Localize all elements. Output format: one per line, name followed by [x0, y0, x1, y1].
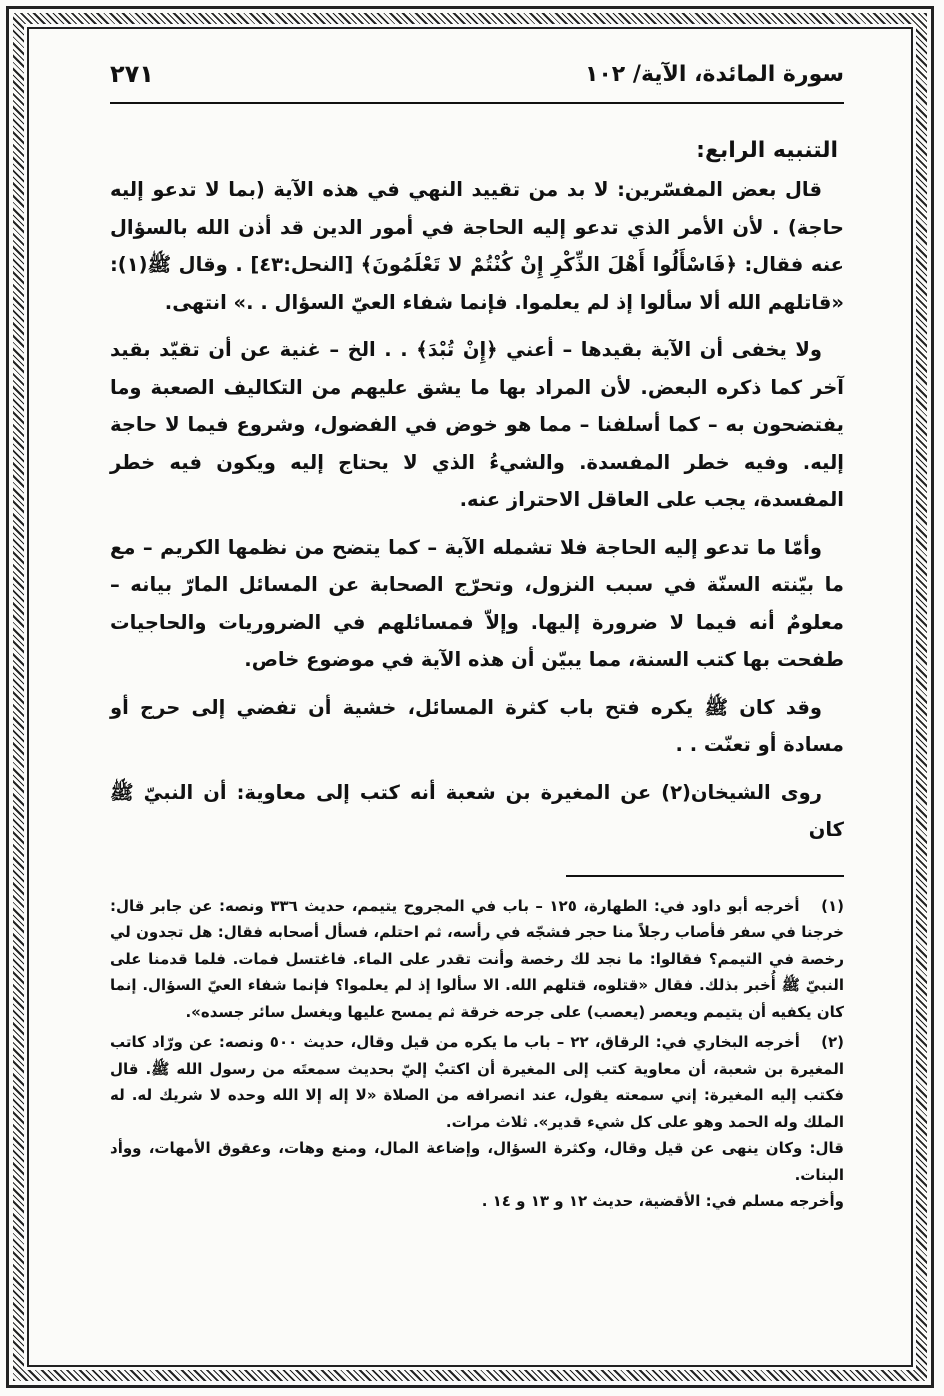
page-content [110, 62, 844, 1312]
footnote-separator-wrap [110, 875, 844, 877]
footnote-continuation: وأخرجه مسلم في: الأقضية، حديث ١٢ و ١٣ و ١٤ . [481, 1192, 844, 1210]
body-paragraph: روى الشيخان(٢) عن المغيرة بن شعبة أنه كتب إلى معاوية: أن النبيّ ﷺ كان [110, 780, 844, 841]
section-title: التنبيه الرابع: [696, 138, 838, 163]
footnote [110, 1029, 844, 1135]
footnote-text: أخرجه أبو داود في: الطهارة، ١٢٥ – باب في المجروح يتيمم، حديث ٣٣٦ ونصه: عن جابر قال: خرجنا في سفر فأصاب رجلاً منا حجر فشجّه في رأسه، ثم احتلم، فسأل أصحابه فقال: هل تجدون لي رخصة في التيمم؟ فقالوا: ما نجد لك رخصة وأنت تقدر على الماء. فاغتسل فمات. فلما قدمنا على النبيّ ﷺ أُخبر بذلك. فقال «قتلوه، قتلهم الله. الا سألوا إذ لم يعلموا؟ فإنما شفاء العيّ السؤال. إنما كان يكفيه أن يتيمم ويعصر (يعصب) على جرحه خرقة ثم يمسح عليها ويغسل سائر جسده». [110, 896, 844, 1021]
body-paragraph: وقد كان ﷺ يكره فتح باب كثرة المسائل، خشية أن تفضي إلى حرج أو مسادة أو تعنّت . . [110, 695, 844, 756]
body-paragraph: ولا يخفى أن الآية بقيدها – أعني ﴿إِنْ تُبْدَ﴾ . . الخ – غنية عن أن تقيّد بقيد آخر كما ذكره البعض. لأن المراد بها ما يشق عليهم من التكاليف الصعبة وما يفتضحون به – كما أسلفنا – مما هو خوض في الفضول، وشروع فيما لا حاجة إليه. وفيه خطر المفسدة. والشيءُ الذي لا يحتاج إليه ويكون فيه خطر المفسدة، يجب على العاقل الاحتراز عنه. [110, 338, 844, 511]
footnote-number: (٢) [821, 1033, 844, 1051]
header-title: سورة المائدة، الآية/ ١٠٢ [584, 62, 844, 87]
body-paragraph: وأمّا ما تدعو إليه الحاجة فلا تشمله الآية – كما يتضح من نظمها الكريم – مع ما بيّنته السنّة في سبب النزول، وتحرّج الصحابة عن المسائل المارّ بيانه – معلومٌ أنه فيما لا ضرورة إليها. وإلاّ فمسائلهم في الضروريات والحاجيات طفحت بها كتب السنة، مما يبيّن أن هذه الآية في موضوع خاص. [110, 535, 844, 671]
footnote [110, 893, 844, 1026]
footnote-text: أخرجه البخاري في: الرقاق، ٢٢ – باب ما يكره من قيل وقال، حديث ٥٠٠ ونصه: عن ورّاد كاتب المغيرة بن شعبة، أن معاوية كتب إلى المغيرة أن اكتبْ إليّ بحديث سمعتَه من رسول الله ﷺ. قال فكتب إليه المغيرة: إني سمعته يقول، عند انصرافه من الصلاة «لا إله إلا الله وحده لا شريك له. له الملك وله الحمد وهو على كل شيء قدير». ثلاث مرات. [110, 1033, 844, 1131]
body-paragraph: قال بعض المفسّرين: لا بد من تقييد النهي في هذه الآية (بما لا تدعو إليه حاجة) . لأن الأمر الذي تدعو إليه الحاجة في أمور الدين قد أذن الله بالسؤال عنه فقال: ﴿فَاسْأَلُوا أَهْلَ الذِّكْرِ إِنْ كُنْتُمْ لا تَعْلَمُونَ﴾ [النحل:٤٣] . وقال ﷺ(١): «قاتلهم الله ألا سألوا إذ لم يعلموا. فإنما شفاء العيّ السؤال . .» انتهى. [110, 178, 844, 314]
page-number: ٢٧١ [110, 60, 154, 88]
footnote-separator [566, 875, 844, 877]
running-header [110, 62, 844, 104]
footnotes [110, 893, 844, 1215]
footnote-number: (١) [821, 896, 844, 915]
footnote-continuation: قال: وكان ينهى عن قيل وقال، وكثرة السؤال، وإضاعة المال، ومنع وهات، وعقوق الأمهات، ووأد البنات. [110, 1139, 844, 1184]
